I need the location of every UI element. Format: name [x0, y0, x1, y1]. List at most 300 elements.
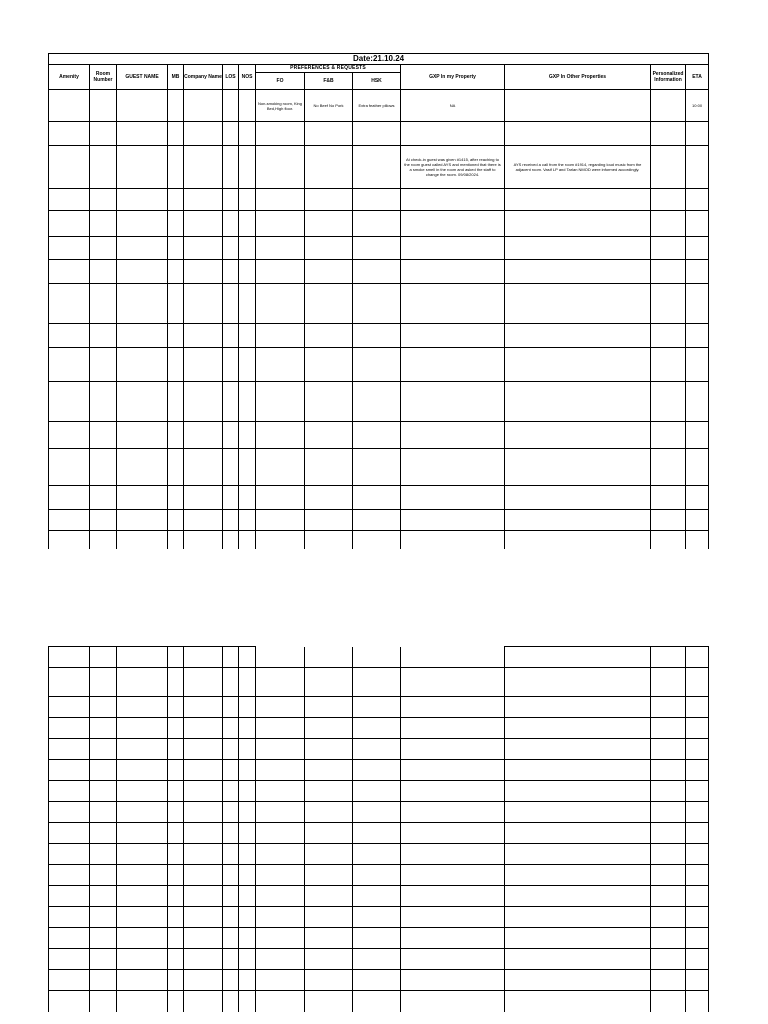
- table-row: [49, 449, 709, 486]
- table-cell: [168, 928, 184, 949]
- table-cell: [256, 510, 305, 531]
- table-cell: [223, 697, 239, 718]
- table-cell: [49, 122, 90, 146]
- col-room-number: Room Number: [90, 65, 117, 90]
- col-gxp-my-property: GXP In my Property: [401, 65, 505, 90]
- table-cell: [651, 802, 686, 823]
- table-cell: [256, 382, 305, 422]
- table-cell: [168, 348, 184, 382]
- table-cell: [223, 486, 239, 510]
- table-cell: [686, 886, 709, 907]
- col-mb: MB: [168, 65, 184, 90]
- table-cell: [223, 802, 239, 823]
- table-cell: [401, 531, 505, 549]
- col-eta: ETA: [686, 65, 709, 90]
- table-cell: [184, 928, 223, 949]
- table-cell: [305, 237, 353, 260]
- table-cell: [305, 668, 353, 697]
- table-cell: [505, 189, 651, 211]
- table-row: [49, 718, 709, 739]
- table-cell: [256, 237, 305, 260]
- table-cell: [168, 260, 184, 284]
- table-cell: [90, 865, 117, 886]
- table-cell: [168, 865, 184, 886]
- table-row: [49, 970, 709, 991]
- table-cell: [49, 668, 90, 697]
- table-cell: [239, 907, 256, 928]
- table-cell: [239, 382, 256, 422]
- table-cell: [223, 739, 239, 760]
- table-cell: [90, 970, 117, 991]
- table-cell: [49, 422, 90, 449]
- table-cell: [168, 781, 184, 802]
- table-cell: [168, 486, 184, 510]
- table-row: [49, 324, 709, 348]
- table-cell: [184, 237, 223, 260]
- table-cell: [505, 486, 651, 510]
- table-cell: [239, 486, 256, 510]
- table-cell: [651, 189, 686, 211]
- col-personalized-information: Personalized Information: [651, 65, 686, 90]
- table-cell: [651, 260, 686, 284]
- table-cell: [90, 449, 117, 486]
- gxp-my-cell: NA: [401, 90, 505, 122]
- table-cell: [305, 284, 353, 324]
- table-cell: [90, 668, 117, 697]
- table-cell: [305, 348, 353, 382]
- table-cell: [401, 823, 505, 844]
- table-cell: [239, 697, 256, 718]
- table-row: [49, 865, 709, 886]
- table-cell: [117, 284, 168, 324]
- gxp-other-cell: [505, 90, 651, 122]
- table-cell: [223, 718, 239, 739]
- table-cell: [651, 531, 686, 549]
- table-cell: [651, 348, 686, 382]
- table-cell: [256, 991, 305, 1012]
- table-cell: [401, 122, 505, 146]
- eta-cell: 10:00: [686, 90, 709, 122]
- table-cell: [353, 697, 401, 718]
- table-cell: [353, 531, 401, 549]
- table-cell: [256, 760, 305, 781]
- table-cell: [90, 781, 117, 802]
- table-row: [49, 697, 709, 718]
- table-cell: [117, 668, 168, 697]
- table-cell: [168, 886, 184, 907]
- table-cell: [117, 823, 168, 844]
- table-row: [49, 382, 709, 422]
- table-cell: [184, 122, 223, 146]
- table-cell: [184, 865, 223, 886]
- table-cell: [505, 760, 651, 781]
- table-row: [49, 949, 709, 970]
- table-cell: [686, 718, 709, 739]
- table-cell: [168, 510, 184, 531]
- table-cell: [168, 237, 184, 260]
- table-cell: [168, 802, 184, 823]
- table-cell: [256, 189, 305, 211]
- table-row: [49, 802, 709, 823]
- table-cell: [117, 382, 168, 422]
- table-row: [49, 189, 709, 211]
- table-cell: [305, 146, 353, 189]
- table-cell: [651, 324, 686, 348]
- table-cell: [184, 781, 223, 802]
- table-cell: [49, 324, 90, 348]
- table-cell: [223, 991, 239, 1012]
- table-cell: [168, 844, 184, 865]
- table-cell: [353, 928, 401, 949]
- table-cell: [117, 260, 168, 284]
- table-cell: [686, 449, 709, 486]
- table-cell: [239, 928, 256, 949]
- table-cell: [505, 718, 651, 739]
- fo-cell: Non-smoking room, King Bed,High floor.: [256, 90, 305, 122]
- table-cell: [168, 697, 184, 718]
- table-row: [49, 739, 709, 760]
- table-cell: [117, 422, 168, 449]
- table-cell: [168, 422, 184, 449]
- table-cell: [117, 211, 168, 237]
- table-cell: [223, 237, 239, 260]
- table-cell: [505, 211, 651, 237]
- table-cell: [223, 284, 239, 324]
- table-cell: [353, 449, 401, 486]
- table-cell: [168, 970, 184, 991]
- table-cell: [239, 237, 256, 260]
- table-row: [49, 146, 709, 189]
- table-row: [49, 781, 709, 802]
- table-cell: [168, 449, 184, 486]
- table-cell: [256, 928, 305, 949]
- table-cell: [305, 531, 353, 549]
- table-cell: [239, 284, 256, 324]
- table-cell: [239, 422, 256, 449]
- table-cell: [651, 928, 686, 949]
- table-cell: [90, 324, 117, 348]
- table-cell: [305, 928, 353, 949]
- table-cell: [401, 907, 505, 928]
- col-los: LOS: [223, 65, 239, 90]
- table-cell: [651, 449, 686, 486]
- table-cell: [90, 422, 117, 449]
- table-cell: [90, 718, 117, 739]
- table-cell: [239, 146, 256, 189]
- table-cell: [686, 844, 709, 865]
- table-cell: [49, 237, 90, 260]
- table-cell: [256, 122, 305, 146]
- table-cell: [305, 449, 353, 486]
- table-cell: [256, 146, 305, 189]
- table-cell: [353, 991, 401, 1012]
- table-cell: [353, 886, 401, 907]
- table-cell: [505, 907, 651, 928]
- col-fnb: F&B: [305, 73, 353, 90]
- table-cell: [505, 531, 651, 549]
- table-cell: [256, 886, 305, 907]
- preferences-group-header: PREFERENCES & REQUESTS: [256, 65, 401, 73]
- table-cell: [305, 324, 353, 348]
- table-cell: [49, 907, 90, 928]
- table-cell: [90, 949, 117, 970]
- table-cell: [117, 886, 168, 907]
- table-cell: [686, 823, 709, 844]
- table-cell: [686, 122, 709, 146]
- table-cell: [401, 237, 505, 260]
- table-cell: [239, 647, 256, 668]
- fnb-cell: No Beef No Pork: [305, 90, 353, 122]
- col-amenity: Amenity: [49, 65, 90, 90]
- table-cell: [168, 211, 184, 237]
- table-cell: [223, 844, 239, 865]
- table-cell: [256, 907, 305, 928]
- table-cell: [353, 189, 401, 211]
- table-cell: [353, 865, 401, 886]
- table-cell: [168, 991, 184, 1012]
- table-row: [49, 907, 709, 928]
- table-cell: [49, 760, 90, 781]
- table-cell: [90, 146, 117, 189]
- table-cell: [505, 284, 651, 324]
- table-cell: [117, 531, 168, 549]
- table-cell: [117, 949, 168, 970]
- table-cell: [49, 146, 90, 189]
- table-cell: [505, 668, 651, 697]
- table-cell: [401, 382, 505, 422]
- table-cell: [239, 531, 256, 549]
- table-cell: [223, 324, 239, 348]
- table-cell: [49, 647, 90, 668]
- table-cell: [686, 928, 709, 949]
- table-cell: [239, 324, 256, 348]
- table-cell: [184, 486, 223, 510]
- table-cell: [90, 647, 117, 668]
- table-cell: [305, 697, 353, 718]
- table-cell: [305, 647, 353, 668]
- table-cell: [353, 760, 401, 781]
- table-cell: [239, 348, 256, 382]
- table-cell: [49, 823, 90, 844]
- table-cell: [401, 211, 505, 237]
- table-cell: [49, 189, 90, 211]
- table-cell: [49, 449, 90, 486]
- table-cell: [686, 668, 709, 697]
- table-cell: [239, 970, 256, 991]
- table-cell: [223, 886, 239, 907]
- table-cell: [184, 970, 223, 991]
- table-cell: [90, 802, 117, 823]
- table-cell: [651, 949, 686, 970]
- table-cell: [117, 324, 168, 348]
- table-cell: [184, 382, 223, 422]
- table-cell: [49, 949, 90, 970]
- table-cell: [505, 949, 651, 970]
- table-cell: [49, 781, 90, 802]
- table-cell: [353, 284, 401, 324]
- table-cell: [184, 284, 223, 324]
- table-cell: [505, 844, 651, 865]
- table-cell: [90, 284, 117, 324]
- table-cell: [223, 647, 239, 668]
- col-fo: FO: [256, 73, 305, 90]
- col-nos: NOS: [239, 65, 256, 90]
- table-cell: [184, 422, 223, 449]
- table-cell: [505, 122, 651, 146]
- table-cell: [117, 510, 168, 531]
- table-cell: [168, 531, 184, 549]
- table-cell: [353, 668, 401, 697]
- table-cell: [256, 531, 305, 549]
- table-cell: [401, 697, 505, 718]
- table-cell: [651, 382, 686, 422]
- table-cell: [353, 802, 401, 823]
- table-cell: [305, 949, 353, 970]
- table-cell: [305, 970, 353, 991]
- table-cell: [686, 970, 709, 991]
- table-cell: [184, 844, 223, 865]
- table-cell: [401, 928, 505, 949]
- table-cell: [117, 449, 168, 486]
- table-cell: [353, 949, 401, 970]
- table-cell: [256, 697, 305, 718]
- table-cell: [651, 122, 686, 146]
- table-cell: [184, 802, 223, 823]
- table-cell: [168, 718, 184, 739]
- table-cell: [223, 928, 239, 949]
- table-cell: [117, 865, 168, 886]
- table-cell: [184, 260, 223, 284]
- table-cell: [305, 844, 353, 865]
- table-cell: [239, 802, 256, 823]
- table-cell: [117, 718, 168, 739]
- table-cell: [651, 237, 686, 260]
- table-row: [49, 510, 709, 531]
- table-cell: [305, 382, 353, 422]
- table-cell: [223, 189, 239, 211]
- col-hsk: HSK: [353, 73, 401, 90]
- table-cell: [49, 348, 90, 382]
- table-cell: [239, 781, 256, 802]
- table-cell: [239, 823, 256, 844]
- table-cell: [117, 348, 168, 382]
- table-cell: [168, 760, 184, 781]
- table-cell: [223, 348, 239, 382]
- table-cell: [90, 486, 117, 510]
- table-cell: [686, 907, 709, 928]
- table-cell: [401, 865, 505, 886]
- table-cell: [256, 970, 305, 991]
- table-cell: [651, 886, 686, 907]
- table-row: [49, 760, 709, 781]
- table-cell: [184, 146, 223, 189]
- table-cell: [505, 449, 651, 486]
- table-cell: [305, 211, 353, 237]
- table-cell: [686, 189, 709, 211]
- table-cell: [686, 531, 709, 549]
- table-cell: [686, 146, 709, 189]
- col-company-name: Company Name: [184, 65, 223, 90]
- table-cell: [239, 260, 256, 284]
- table-cell: [256, 449, 305, 486]
- table-cell: [401, 991, 505, 1012]
- table-cell: [184, 189, 223, 211]
- table-cell: [223, 531, 239, 549]
- table-cell: [401, 189, 505, 211]
- table-cell: [184, 348, 223, 382]
- table-cell: [305, 823, 353, 844]
- table-cell: [401, 422, 505, 449]
- table-cell: [184, 823, 223, 844]
- table-cell: [117, 844, 168, 865]
- table-cell: [651, 486, 686, 510]
- table-cell: [686, 739, 709, 760]
- table-row: [49, 237, 709, 260]
- table-cell: [168, 284, 184, 324]
- table-cell: [223, 449, 239, 486]
- table-cell: [239, 122, 256, 146]
- table-cell: [686, 510, 709, 531]
- table-cell: [353, 823, 401, 844]
- table-cell: [686, 284, 709, 324]
- table-cell: [90, 697, 117, 718]
- table-cell: [305, 781, 353, 802]
- table-cell: [256, 718, 305, 739]
- table-cell: [651, 647, 686, 668]
- table-cell: [256, 211, 305, 237]
- table-cell: [90, 886, 117, 907]
- table-cell: [353, 970, 401, 991]
- table-cell: [223, 865, 239, 886]
- table-cell: [686, 324, 709, 348]
- table-cell: [223, 668, 239, 697]
- table-cell: [168, 189, 184, 211]
- table-cell: [239, 449, 256, 486]
- table-cell: [168, 907, 184, 928]
- table-cell: [256, 324, 305, 348]
- table-cell: [49, 510, 90, 531]
- table-cell: [686, 348, 709, 382]
- table-cell: [353, 260, 401, 284]
- table-cell: [256, 865, 305, 886]
- table-cell: [117, 122, 168, 146]
- table-cell: [90, 237, 117, 260]
- table-cell: [49, 284, 90, 324]
- table-cell: [168, 122, 184, 146]
- table-cell: [239, 949, 256, 970]
- col-guest-name: GUEST NAME: [117, 65, 168, 90]
- table-cell: [168, 324, 184, 348]
- table-cell: [353, 382, 401, 422]
- table-cell: [505, 647, 651, 668]
- table-cell: [353, 844, 401, 865]
- table-row: [49, 823, 709, 844]
- table-cell: [686, 647, 709, 668]
- table-cell: [401, 949, 505, 970]
- table-cell: [686, 949, 709, 970]
- table-cell: [117, 907, 168, 928]
- table-cell: [401, 324, 505, 348]
- table-cell: [117, 739, 168, 760]
- table-cell: [90, 189, 117, 211]
- table-cell: [401, 510, 505, 531]
- table-cell: [168, 647, 184, 668]
- table-cell: [686, 237, 709, 260]
- table-cell: [223, 760, 239, 781]
- table-cell: [401, 886, 505, 907]
- table-cell: [401, 348, 505, 382]
- table-cell: [168, 668, 184, 697]
